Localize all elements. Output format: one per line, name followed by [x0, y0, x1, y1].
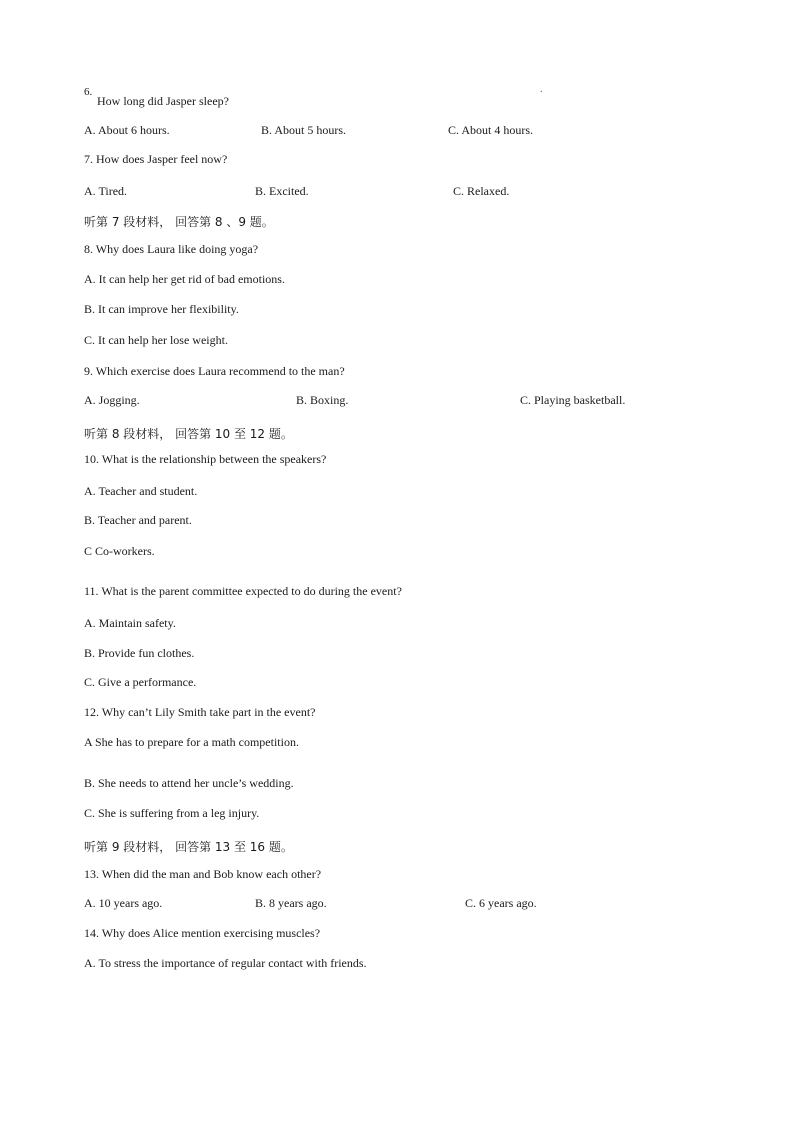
question-14: 14. Why does Alice mention exercising muscles?: [84, 926, 321, 940]
q7-option-b: B. Excited.: [255, 184, 309, 198]
section-heading-8: 听第 8 段材料， 回答第 10 至 12 题。: [84, 427, 293, 441]
q10-option-c: C Co-workers.: [84, 544, 155, 558]
q10-option-b: B. Teacher and parent.: [84, 513, 192, 527]
q6-option-a: A. About 6 hours.: [84, 123, 170, 137]
q12-option-b: B. She needs to attend her uncle’s wedding.: [84, 776, 294, 790]
q13-option-c: C. 6 years ago.: [465, 896, 537, 910]
question-12: 12. Why can’t Lily Smith take part in the event?: [84, 705, 316, 719]
q6-option-b: B. About 5 hours.: [261, 123, 347, 137]
q7-option-a: A. Tired.: [84, 184, 128, 198]
question-10: 10. What is the relationship between the speakers?: [84, 452, 327, 466]
question-8: 8. Why does Laura like doing yoga?: [84, 242, 259, 256]
q7-option-c: C. Relaxed.: [453, 184, 510, 198]
q12-option-c: C. She is suffering from a leg injury.: [84, 806, 260, 820]
q13-option-b: B. 8 years ago.: [255, 896, 327, 910]
q8-option-a: A. It can help her get rid of bad emotions.: [84, 272, 285, 286]
q6-option-c: C. About 4 hours.: [448, 123, 534, 137]
question-11: 11. What is the parent committee expected to do during the event?: [84, 584, 402, 598]
stray-dot: .: [540, 84, 543, 95]
q9-option-b: B. Boxing.: [296, 393, 349, 407]
q9-option-a: A. Jogging.: [84, 393, 140, 407]
question-6: How long did Jasper sleep?: [97, 94, 229, 108]
q9-option-c: C. Playing basketball.: [520, 393, 626, 407]
q10-option-a: A. Teacher and student.: [84, 484, 198, 498]
q14-option-a: A. To stress the importance of regular contact with friends.: [84, 956, 367, 970]
section-heading-9: 听第 9 段材料， 回答第 13 至 16 题。: [84, 840, 293, 854]
question-9: 9. Which exercise does Laura recommend to the man?: [84, 364, 345, 378]
question-13: 13. When did the man and Bob know each other?: [84, 867, 322, 881]
q11-option-c: C. Give a performance.: [84, 675, 197, 689]
question-number-6: 6.: [84, 86, 93, 98]
question-7: 7. How does Jasper feel now?: [84, 152, 228, 166]
q11-option-a: A. Maintain safety.: [84, 616, 176, 630]
q12-option-a: A She has to prepare for a math competition.: [84, 735, 299, 749]
q11-option-b: B. Provide fun clothes.: [84, 646, 195, 660]
section-heading-7: 听第 7 段材料， 回答第 8 、9 题。: [84, 215, 274, 229]
q13-option-a: A. 10 years ago.: [84, 896, 163, 910]
q8-option-b: B. It can improve her flexibility.: [84, 302, 239, 316]
q8-option-c: C. It can help her lose weight.: [84, 333, 228, 347]
